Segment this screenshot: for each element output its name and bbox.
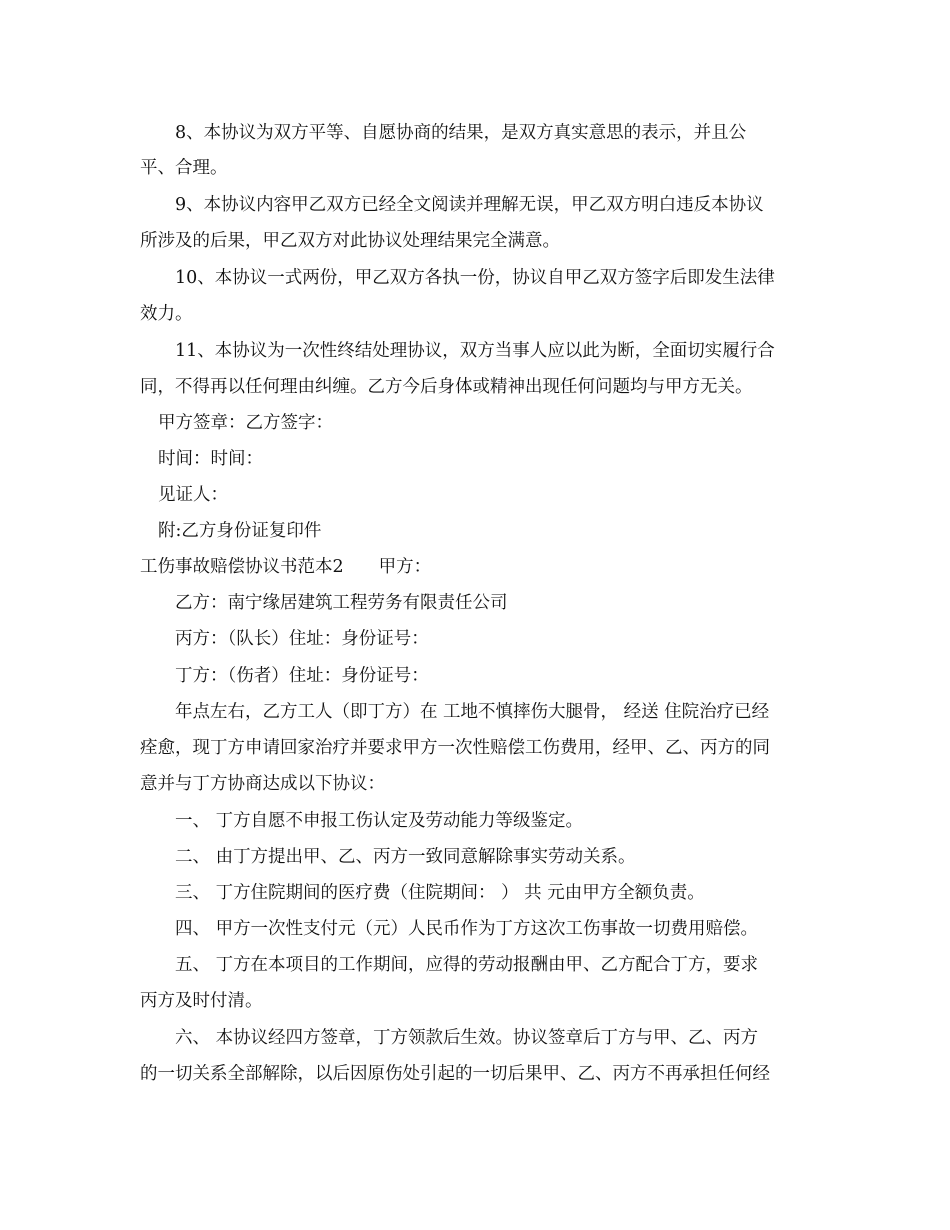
party-d-line: 丁方：（伤者）住址：身份证号：	[175, 666, 429, 686]
incident-line-2: 痊愈，现丁方申请回家治疗并要求甲方一次性赔偿工伤费用，经甲、乙、丙方的同	[140, 738, 770, 758]
date-line: 时间：时间：	[158, 449, 263, 469]
party-b-line: 乙方：南宁缘居建筑工程劳务有限责任公司	[175, 593, 508, 613]
clause-10-line-2: 效力。	[140, 304, 193, 324]
incident-line-1: 年点左右，乙方工人（即丁方）在 工地不慎摔伤大腿骨， 经送 住院治疗已经	[175, 702, 770, 722]
incident-line-3: 意并与丁方协商达成以下协议：	[140, 774, 385, 794]
term-6-line-2: 的一切关系全部解除，以后因原伤处引起的一切后果甲、乙、丙方不再承担任何经	[140, 1064, 770, 1084]
template-2-heading: 工伤事故赔偿协议书范本2 甲方：	[140, 557, 432, 577]
clause-11-line-1: 11、本协议为一次性终结处理协议，双方当事人应以此为断，全面切实履行合	[175, 341, 775, 361]
term-1-line: 一、 丁方自愿不申报工伤认定及劳动能力等级鉴定。	[175, 811, 584, 831]
term-5-line-2: 丙方及时付清。	[140, 991, 263, 1011]
term-5-line-1: 五、 丁方在本项目的工作期间，应得的劳动报酬由甲、乙方配合丁方，要求	[175, 955, 759, 975]
attachment-line: 附:乙方身份证复印件	[158, 521, 322, 541]
clause-8-line-1: 8、本协议为双方平等、自愿协商的结果，是双方真实意思的表示，并且公	[175, 123, 747, 143]
clause-10-line-1: 10、本协议一式两份，甲乙双方各执一份，协议自甲乙双方签字后即发生法律	[175, 268, 775, 288]
term-3-line: 三、 丁方住院期间的医疗费（住院期间： ） 共 元由甲方全额负责。	[175, 883, 705, 903]
party-c-line: 丙方：（队长）住址：身份证号：	[175, 629, 429, 649]
witness-line: 见证人：	[158, 485, 228, 505]
clause-8-line-2: 平、合理。	[140, 158, 228, 178]
clause-9-line-2: 所涉及的后果，甲乙双方对此协议处理结果完全满意。	[140, 231, 560, 251]
term-6-line-1: 六、 本协议经四方签章，丁方领款后生效。协议签章后丁方与甲、乙、丙方	[175, 1028, 759, 1048]
term-2-line: 二、 由丁方提出甲、乙、丙方一致同意解除事实劳动关系。	[175, 847, 636, 867]
clause-9-line-1: 9、本协议内容甲乙双方已经全文阅读并理解无误，甲乙双方明白违反本协议	[175, 195, 764, 215]
clause-11-line-2: 同，不得再以任何理由纠缠。乙方今后身体或精神出现任何问题均与甲方无关。	[140, 377, 753, 397]
term-4-line: 四、 甲方一次性支付元（元）人民币作为丁方这次工伤事故一切费用赔偿。	[175, 919, 759, 939]
signature-line: 甲方签章：乙方签字：	[158, 413, 333, 433]
